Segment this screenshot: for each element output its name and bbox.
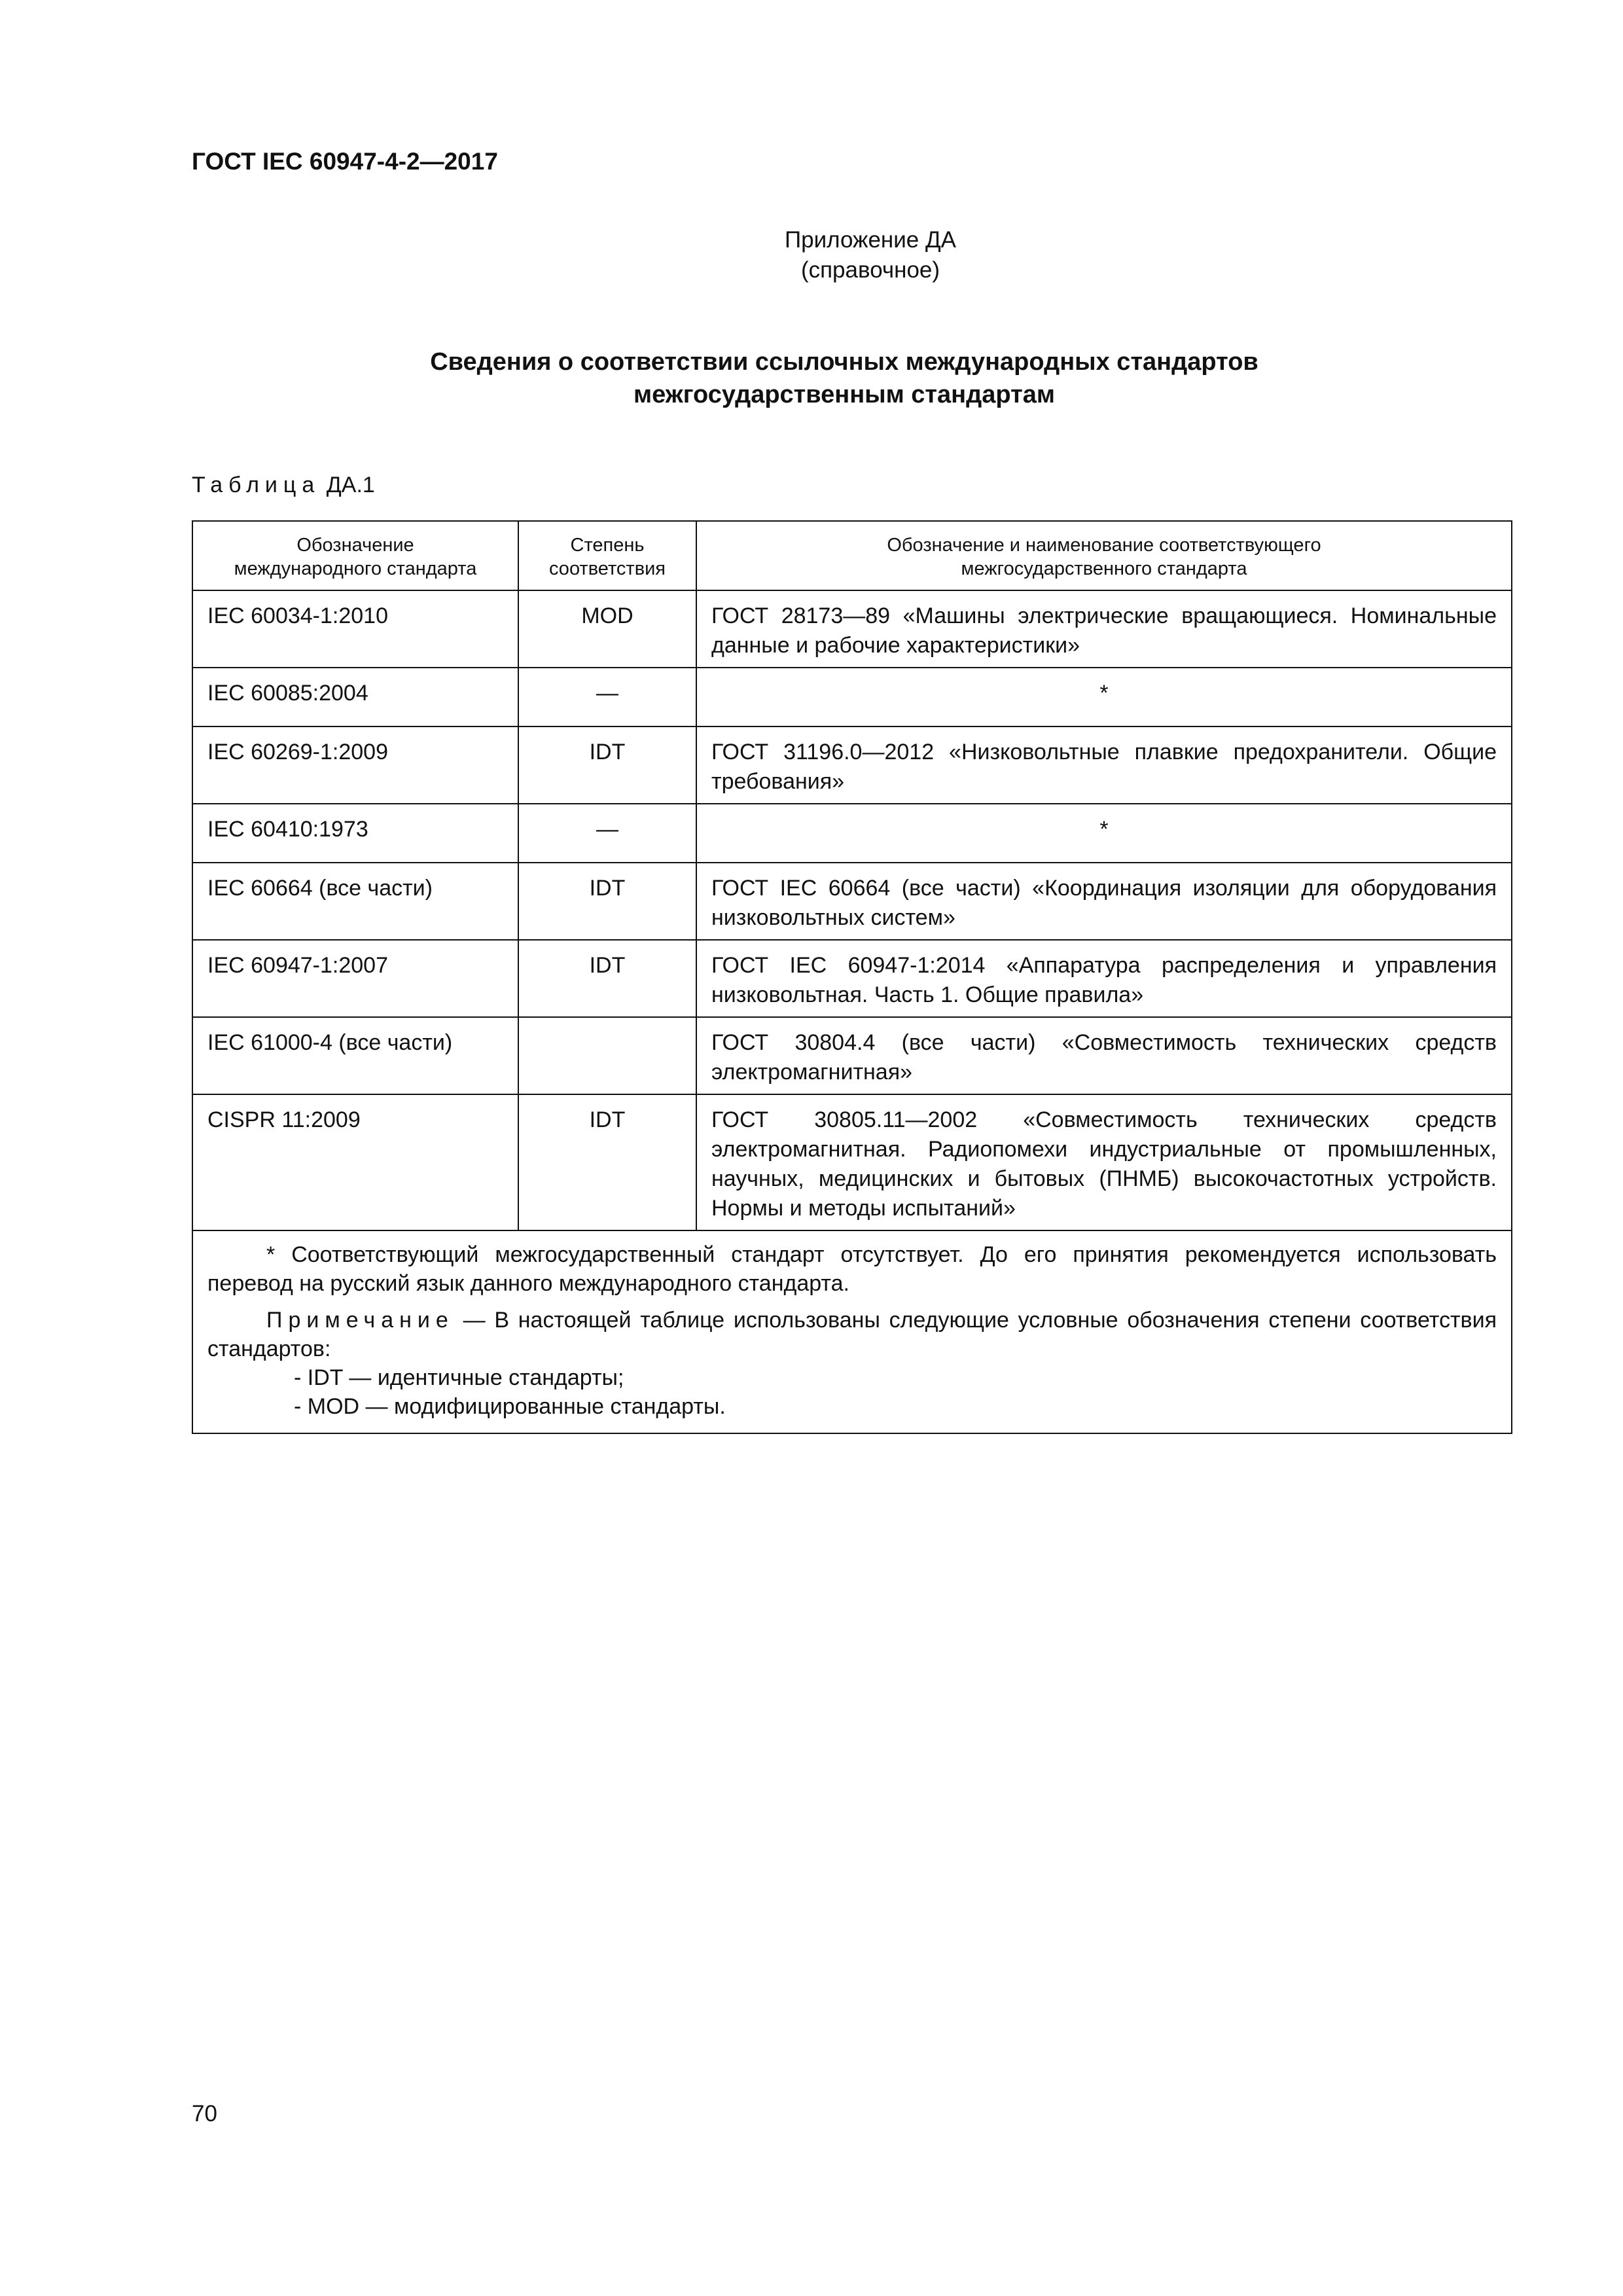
- table-row: [192, 863, 1512, 940]
- cell-intl: IEC 61000-4 (все части): [192, 1017, 518, 1094]
- table-row: [192, 590, 1512, 668]
- cell-gost: ГОСТ 28173—89 «Машины электрические вращающиеся. Номинальные данные и рабочие характеристики»: [696, 590, 1512, 668]
- table-row: [192, 668, 1512, 726]
- cell-intl: IEC 60947-1:2007: [192, 940, 518, 1017]
- table-row: [192, 1017, 1512, 1094]
- column-header-degree: [518, 521, 696, 590]
- document-code: ГОСТ IEC 60947-4-2—2017: [192, 148, 498, 175]
- note: [207, 1306, 1497, 1363]
- page-number: 70: [192, 2101, 217, 2126]
- cell-gost: ГОСТ IEC 60664 (все части) «Координация изоляции для оборудования низковольтных систем»: [696, 863, 1512, 940]
- standards-table: [192, 520, 1512, 1434]
- cell-degree: IDT: [518, 726, 696, 804]
- column-header-line: соответствия: [548, 558, 666, 579]
- note-label: Примечание: [266, 1308, 454, 1333]
- cell-intl: CISPR 11:2009: [192, 1094, 518, 1230]
- table-row: [192, 1094, 1512, 1230]
- table-caption-number: ДА.1: [326, 473, 375, 497]
- cell-intl: IEC 60034-1:2010: [192, 590, 518, 668]
- cell-gost: *: [696, 804, 1512, 863]
- column-header-line: Обозначение и наименование соответствующего: [887, 535, 1321, 556]
- page-title-line-2: межгосударственным стандартам: [633, 381, 1055, 408]
- cell-degree: IDT: [518, 1094, 696, 1230]
- table-row: [192, 940, 1512, 1017]
- column-header-gost: [696, 521, 1512, 590]
- cell-degree: —: [518, 668, 696, 726]
- table-header-row: [192, 521, 1512, 590]
- cell-degree: —: [518, 804, 696, 863]
- cell-degree: [518, 1017, 696, 1094]
- cell-gost: ГОСТ 31196.0—2012 «Низковольтные плавкие предохранители. Общие требования»: [696, 726, 1512, 804]
- legend-item: - MOD — модифицированные стандарты.: [294, 1394, 726, 1419]
- page-title-line-1: Сведения о соответствии ссылочных международных стандартов: [430, 348, 1258, 376]
- cell-gost: *: [696, 668, 1512, 726]
- cell-gost: ГОСТ IEC 60947-1:2014 «Аппаратура распределения и управления низковольтная. Часть 1. Общие правила»: [696, 940, 1512, 1017]
- table-notes-row: [192, 1230, 1512, 1433]
- appendix-label: Приложение ДА: [784, 227, 957, 253]
- cell-degree: IDT: [518, 940, 696, 1017]
- cell-intl: IEC 60085:2004: [192, 668, 518, 726]
- column-header-line: Обозначение: [296, 535, 414, 556]
- cell-degree: IDT: [518, 863, 696, 940]
- table-notes: [192, 1230, 1512, 1433]
- cell-intl: IEC 60269-1:2009: [192, 726, 518, 804]
- footnote: * Соответствующий межгосударственный стандарт отсутствует. До его принятия рекомендуется использовать перевод на русский язык данного международного стандарта.: [207, 1242, 1497, 1296]
- cell-intl: IEC 60664 (все части): [192, 863, 518, 940]
- table-row: [192, 804, 1512, 863]
- column-header-intl: [192, 521, 518, 590]
- legend-item: - IDT — идентичные стандарты;: [294, 1365, 624, 1390]
- cell-intl: IEC 60410:1973: [192, 804, 518, 863]
- note-text: — В настоящей таблице использованы следующие условные обозначения степени соответствия стандартов:: [207, 1308, 1497, 1361]
- table-caption: [192, 473, 375, 498]
- column-header-line: международного стандарта: [234, 558, 477, 579]
- table-caption-label: Таблица: [192, 473, 321, 497]
- table-row: [192, 726, 1512, 804]
- column-header-line: межгосударственного стандарта: [961, 558, 1247, 579]
- column-header-line: Степень: [570, 535, 645, 556]
- appendix-type: (справочное): [800, 257, 940, 283]
- cell-degree: MOD: [518, 590, 696, 668]
- cell-gost: ГОСТ 30805.11—2002 «Совместимость технических средств электромагнитная. Радиопомехи индустриальные от промышленных, научных, медицинских и бытовых (ПНМБ) высокочастотных устройств. Нормы и методы испытаний»: [696, 1094, 1512, 1230]
- cell-gost: ГОСТ 30804.4 (все части) «Совместимость технических средств электромагнитная»: [696, 1017, 1512, 1094]
